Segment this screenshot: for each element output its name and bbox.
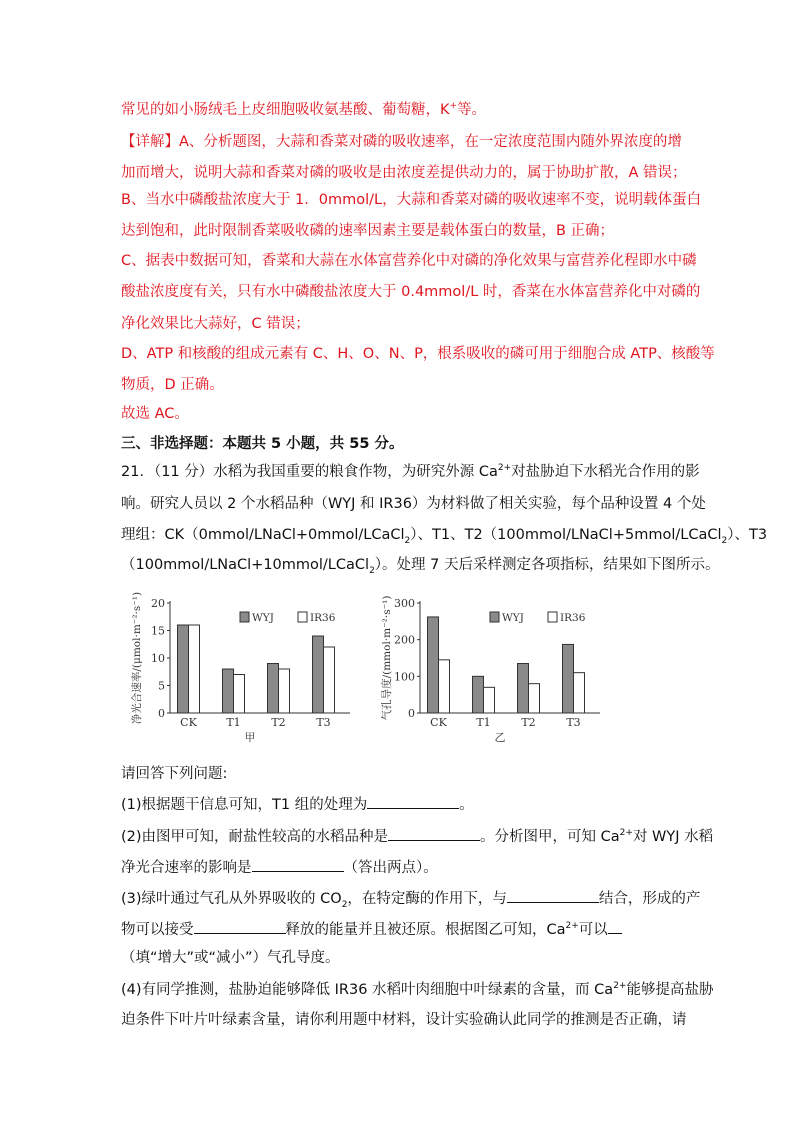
superscript: 2+ (613, 981, 627, 992)
question-text: 能够提高盐胁 (626, 982, 714, 998)
chart-yi (378, 590, 618, 750)
explanation-line-1 (121, 100, 486, 120)
section-title: 三、非选择题：本题共 5 小题，共 55 分。 (121, 436, 404, 452)
legend-label: IR36 (560, 612, 586, 624)
question-text: (3)绿叶通过气孔从外界吸收的 CO (121, 891, 342, 907)
q21-text: ）、T1、T2（100mmol/LNaCl+5mmol/LCaCl (410, 527, 722, 543)
answer-blank[interactable] (194, 919, 286, 934)
q21-line-1 (121, 462, 700, 482)
answer-blank[interactable] (507, 888, 599, 903)
x-tick-label: T1 (226, 716, 241, 729)
chart-jia-svg (128, 590, 368, 750)
subscript: 2 (404, 535, 411, 546)
x-tick-label: T3 (566, 716, 581, 729)
chart-title: 乙 (494, 731, 506, 744)
question-text: （答出两点）。 (343, 860, 438, 876)
y-axis-label: 净光合速率/(μmol·m⁻²·s⁻¹) (131, 591, 143, 725)
q21-text: 理组：CK（0mmol/LNaCl+0mmol/LCaCl (121, 527, 405, 543)
answer-blank[interactable] (367, 794, 459, 809)
legend-label: WYJ (502, 612, 524, 624)
question-text: 净光合速率的影响是 (121, 860, 252, 876)
question-2-line-1 (121, 826, 713, 847)
question-3-line-3: （填“增大”或“减小”）气孔导度。 (121, 950, 340, 966)
bar-wyj (563, 644, 574, 713)
bar-wyj (178, 625, 189, 713)
question-4-line-1 (121, 980, 713, 1000)
legend-label: WYJ (252, 612, 274, 624)
explanation-line-9: D、ATP 和核酸的组成元素有 C、H、O、N、P，根系吸收的磷可用于细胞合成 ATP、核酸等 (121, 346, 715, 362)
bar-ir36 (439, 660, 450, 713)
question-text: 物可以接受 (121, 922, 194, 938)
y-tick-label: 0 (158, 707, 165, 720)
legend-swatch (298, 612, 307, 622)
question-text: 对 WYJ 水稻 (632, 829, 714, 845)
bar-ir36 (529, 684, 540, 713)
y-tick-label: 10 (151, 652, 165, 665)
q21-line-2: 响。研究人员以 2 个水稻品种（WYJ 和 IR36）为材料做了相关实验，每个品种设置 4 个处 (121, 496, 706, 512)
y-tick-label: 200 (394, 633, 415, 647)
chart-yi-svg (378, 590, 618, 750)
x-tick-label: T3 (316, 716, 331, 729)
y-tick-label: 5 (158, 679, 165, 693)
x-tick-label: T1 (476, 716, 491, 729)
superscript: 2+ (619, 828, 633, 839)
question-text: (1)根据题干信息可知，T1 组的处理为 (121, 797, 368, 813)
bar-ir36 (189, 625, 200, 713)
bar-wyj (428, 617, 439, 713)
question-text: 可以 (578, 922, 608, 938)
bar-wyj (268, 664, 279, 714)
subscript: 2 (369, 565, 375, 576)
question-4-line-2: 迫条件下叶片叶绿素含量，请你利用题中材料，设计实验确认此同学的推测是否正确，请 (121, 1012, 687, 1028)
question-text: 。 (459, 797, 474, 813)
explanation-text: 等。 (457, 102, 487, 118)
legend-label: IR36 (310, 612, 336, 624)
superscript: 2+ (497, 463, 512, 474)
chart-jia (128, 590, 368, 750)
q21-text: （100mmol/LNaCl+10mmol/LCaCl (121, 557, 370, 573)
y-tick-label: 20 (151, 597, 165, 610)
bar-ir36 (324, 647, 335, 713)
question-3-line-2 (121, 919, 622, 940)
explanation-text: 常见的如小肠绒毛上皮细胞吸收氨基酸、葡萄糖，K (121, 102, 450, 118)
y-tick-label: 15 (151, 624, 165, 638)
q21-text: ）、T3 (727, 527, 768, 543)
explanation-line-7: 酸盐浓度度有关，只有水中磷酸盐浓度大于 0.4mmol/L 时，香菜在水体富营养化中对磷的 (121, 284, 701, 300)
explanation-line-10: 物质，D 正确。 (121, 377, 224, 393)
answer-blank[interactable] (388, 826, 480, 841)
question-text: (4)有同学推测，盐胁迫能够降低 IR36 水稻叶肉细胞中叶绿素的含量，而 Ca (121, 982, 614, 998)
q21-text: 对盐胁迫下水稻光合作用的影 (511, 464, 700, 480)
y-tick-label: 100 (394, 670, 415, 684)
q21-line-4 (121, 555, 720, 575)
y-axis-label: 气孔导度/(mmol·m⁻²·s⁻¹) (381, 595, 393, 721)
question-text: 结合，形成的产 (598, 891, 701, 907)
explanation-line-8: 净化效果比大蒜好，C 错误； (121, 316, 310, 332)
bar-ir36 (484, 687, 495, 713)
question-text: ，在特定酶的作用下，与 (347, 891, 507, 907)
superscript: + (449, 101, 458, 112)
bar-ir36 (234, 675, 245, 714)
chart-title: 甲 (244, 731, 256, 744)
q21-text: 21．（11 分）水稻为我国重要的粮食作物，为研究外源 Ca (121, 464, 498, 480)
q21-text: ）。处理 7 天后采样测定各项指标，结果如下图所示。 (374, 557, 720, 573)
legend-swatch (548, 612, 557, 622)
q21-line-3 (121, 525, 767, 545)
explanation-line-6: C、据表中数据可知，香菜和大蒜在水体富营养化中对磷的净化效果与富营养化程即水中磷 (121, 253, 697, 269)
x-tick-label: T2 (521, 716, 536, 729)
explanation-line-2: 【详解】A、分析题图，大蒜和香菜对磷的吸收速率，在一定浓度范围内随外界浓度的增 (121, 134, 682, 150)
x-tick-label: T2 (271, 716, 286, 729)
question-text: 。分析图甲，可知 Ca (480, 829, 620, 845)
bar-wyj (313, 636, 324, 713)
superscript: 2+ (565, 921, 579, 932)
bar-ir36 (279, 669, 290, 713)
explanation-line-4: B、当水中磷酸盐浓度大于 1．0mmol/L，大蒜和香菜对磷的吸收速率不变，说明载体蛋白 (121, 192, 702, 208)
y-tick-label: 0 (408, 707, 415, 720)
bar-ir36 (574, 673, 585, 713)
y-tick-label: 300 (394, 597, 415, 610)
question-text: 释放的能量并且被还原。根据图乙可知，Ca (285, 922, 566, 938)
question-1 (121, 794, 474, 815)
legend-swatch (490, 612, 499, 622)
question-3-line-1 (121, 888, 700, 909)
answer-blank[interactable] (608, 919, 622, 934)
explanation-line-3: 加而增大，说明大蒜和香菜对磷的吸收是由浓度差提供动力的，属于协助扩散，A 错误； (121, 165, 687, 181)
x-tick-label: CK (180, 716, 197, 729)
question-2-line-2 (121, 857, 438, 878)
question-text: (2)由图甲可知，耐盐性较高的水稻品种是 (121, 829, 389, 845)
x-tick-label: CK (430, 716, 447, 729)
bar-wyj (223, 669, 234, 713)
explanation-line-5: 达到饱和，此时限制香菜吸收磷的速率因素主要是载体蛋白的数量，B 正确； (121, 223, 615, 239)
subscript: 2 (341, 899, 348, 910)
bar-wyj (473, 676, 484, 713)
legend-swatch (240, 612, 249, 622)
explanation-line-11: 故选 AC。 (121, 406, 189, 422)
answer-blank[interactable] (252, 857, 344, 872)
subscript: 2 (721, 535, 728, 546)
bar-wyj (518, 664, 529, 714)
questions-intro: 请回答下列问题: (121, 766, 228, 782)
